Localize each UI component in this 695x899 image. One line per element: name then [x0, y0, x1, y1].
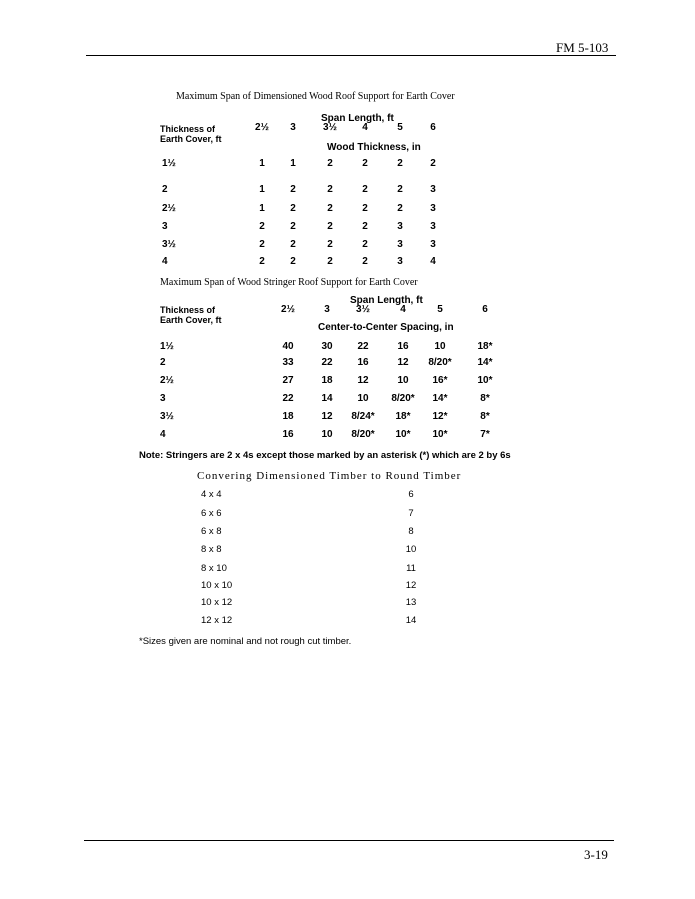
table2-span-length: 2½ [281, 304, 295, 315]
table3-dimensioned-cell: 6 x 8 [201, 526, 222, 537]
table3-round-cell: 11 [406, 563, 416, 574]
table1-span-length: 2½ [255, 122, 269, 133]
table2-span-length: 3 [324, 304, 330, 315]
table3-dimensioned-cell: 6 x 6 [201, 508, 222, 519]
table2-cover-cell: 4 [160, 429, 166, 440]
table2-value-cell: 33 [282, 357, 294, 368]
table2-title: Maximum Span of Wood Stringer Roof Support for Earth Cover [160, 277, 418, 288]
table2-value-cell: 10* [395, 429, 411, 440]
table3-round-cell: 6 [408, 489, 414, 500]
table2-value-cell: 16 [282, 429, 294, 440]
table2-value-cell: 14 [321, 393, 333, 404]
table1-span-length: 3½ [323, 122, 337, 133]
table2-value-cell: 8* [480, 411, 490, 422]
table2-value-cell: 12 [397, 357, 409, 368]
table1-value-cell: 2 [259, 221, 265, 232]
table2-value-cell: 10* [477, 375, 493, 386]
table2-cover-cell: 1½ [160, 341, 174, 352]
table1-row-header [160, 124, 222, 144]
table2-value-cell: 10* [432, 429, 448, 440]
table2-value-cell: 18 [282, 411, 294, 422]
table1-value-cell: 1 [259, 158, 265, 169]
table1-value-cell: 2 [259, 239, 265, 250]
table2-value-cell: 14* [477, 357, 493, 368]
table1-value-cell: 3 [430, 239, 436, 250]
table3-dimensioned-cell: 10 x 12 [201, 597, 233, 608]
table1-value-cell: 2 [327, 221, 333, 232]
table2-cover-cell: 2½ [160, 375, 174, 386]
table2-span-length: 6 [482, 304, 488, 315]
table1-value-cell: 1 [259, 184, 265, 195]
table2-span-length: 4 [400, 304, 406, 315]
table2-value-cell: 8/20* [391, 393, 415, 404]
table1-value-cell: 2 [397, 203, 403, 214]
header-rule [86, 55, 616, 56]
table3-footnote: *Sizes given are nominal and not rough cut timber. [139, 636, 352, 647]
table1-value-cell: 2 [327, 158, 333, 169]
table1-value-cell: 2 [397, 158, 403, 169]
table3-round-cell: 13 [405, 597, 417, 608]
table2-value-cell: 18* [477, 341, 493, 352]
table2-value-cell: 12* [432, 411, 448, 422]
table1-span-length: 5 [397, 122, 403, 133]
table2-cover-cell: 3½ [160, 411, 174, 422]
table1-value-cell: 3 [397, 221, 403, 232]
table1-cover-cell: 2 [162, 184, 168, 195]
table1-value-cell: 2 [327, 239, 333, 250]
table3-round-cell: 14 [405, 615, 417, 626]
table1-value-cell: 2 [290, 239, 296, 250]
table1-value-cell: 2 [327, 203, 333, 214]
table1-span-length: 3 [290, 122, 296, 133]
table1-value-cell: 3 [430, 203, 436, 214]
table2-value-cell: 27 [282, 375, 294, 386]
table2-span-length: 3½ [356, 304, 370, 315]
table3-dimensioned-cell: 12 x 12 [201, 615, 233, 626]
table2-value-cell: 10 [321, 429, 333, 440]
table2-value-cell: 8/20* [351, 429, 375, 440]
table2-value-cell: 40 [282, 341, 294, 352]
table1-span-length: 4 [362, 122, 368, 133]
table3-round-cell: 7 [408, 508, 414, 519]
table1-value-cell: 2 [362, 203, 368, 214]
table1-title: Maximum Span of Dimensioned Wood Roof Support for Earth Cover [176, 91, 455, 102]
table2-value-cell: 12 [357, 375, 369, 386]
table1-value-cell: 2 [327, 256, 333, 267]
table1-value-cell: 1 [290, 158, 296, 169]
table2-cover-cell: 3 [160, 393, 166, 404]
table2-value-cell: 10 [397, 375, 409, 386]
table2-note: Note: Stringers are 2 x 4s except those marked by an asterisk (*) which are 2 by 6s [139, 450, 511, 461]
table2-span-length: 5 [437, 304, 443, 315]
table1-value-cell: 2 [430, 158, 436, 169]
table2-value-cell: 8* [480, 393, 490, 404]
table2-value-cell: 8/24* [351, 411, 375, 422]
table1-value-cell: 3 [430, 221, 436, 232]
table3-round-cell: 8 [408, 526, 414, 537]
table3-dimensioned-cell: 10 x 10 [201, 580, 233, 591]
table1-value-cell: 2 [362, 221, 368, 232]
table2-value-cell: 18 [321, 375, 333, 386]
table2-span-header: Span Length, ft [350, 295, 423, 306]
table2-value-cell: 10 [434, 341, 446, 352]
table1-sub-header: Wood Thickness, in [327, 142, 421, 153]
table1-value-cell: 3 [430, 184, 436, 195]
table1-cover-cell: 1½ [162, 158, 176, 169]
page-number: 3-19 [584, 847, 608, 862]
table1-value-cell: 4 [430, 256, 436, 267]
table1-value-cell: 3 [397, 239, 403, 250]
table1-row-header-line2: Earth Cover, ft [160, 134, 222, 144]
table1-span-length: 6 [430, 122, 436, 133]
table2-cover-cell: 2 [160, 357, 166, 368]
table2-row-header [160, 305, 222, 325]
table3-round-cell: 10 [405, 544, 417, 555]
table3-title: Convering Dimensioned Timber to Round Timber [197, 470, 462, 482]
table1-value-cell: 2 [362, 158, 368, 169]
table1-value-cell: 2 [290, 203, 296, 214]
document-id: FM 5-103 [556, 40, 609, 55]
table1-value-cell: 2 [259, 256, 265, 267]
table2-value-cell: 7* [480, 429, 490, 440]
table3-dimensioned-cell: 8 x 10 [201, 563, 227, 574]
table2-value-cell: 8/20* [428, 357, 452, 368]
table1-value-cell: 2 [362, 256, 368, 267]
table1-cover-cell: 4 [162, 256, 168, 267]
table2-sub-header: Center-to-Center Spacing, in [318, 322, 454, 333]
table2-value-cell: 22 [282, 393, 294, 404]
table1-value-cell: 3 [397, 256, 403, 267]
table3-round-cell: 12 [405, 580, 417, 591]
footer-rule [84, 840, 614, 841]
table3-dimensioned-cell: 8 x 8 [201, 544, 222, 555]
table2-value-cell: 30 [321, 341, 333, 352]
table2-value-cell: 22 [357, 341, 369, 352]
table3-dimensioned-cell: 4 x 4 [201, 489, 222, 500]
table1-value-cell: 2 [290, 256, 296, 267]
table1-row-header-line1: Thickness of [160, 124, 216, 134]
table1-value-cell: 2 [362, 239, 368, 250]
table2-value-cell: 12 [321, 411, 333, 422]
table1-value-cell: 2 [327, 184, 333, 195]
table2-value-cell: 14* [432, 393, 448, 404]
table2-value-cell: 16 [357, 357, 369, 368]
table1-value-cell: 2 [290, 221, 296, 232]
table1-cover-cell: 2½ [162, 203, 176, 214]
table2-value-cell: 22 [321, 357, 333, 368]
table1-cover-cell: 3½ [162, 239, 176, 250]
table1-value-cell: 2 [290, 184, 296, 195]
table2-value-cell: 16 [397, 341, 409, 352]
table1-value-cell: 1 [259, 203, 265, 214]
table2-value-cell: 16* [432, 375, 448, 386]
table1-cover-cell: 3 [162, 221, 168, 232]
table2-value-cell: 10 [357, 393, 369, 404]
table2-value-cell: 18* [395, 411, 411, 422]
table1-value-cell: 2 [362, 184, 368, 195]
table1-value-cell: 2 [397, 184, 403, 195]
table2-row-header-line2: Earth Cover, ft [160, 315, 222, 325]
table2-row-header-line1: Thickness of [160, 305, 216, 315]
table1-span-header: Span Length, ft [321, 113, 394, 124]
